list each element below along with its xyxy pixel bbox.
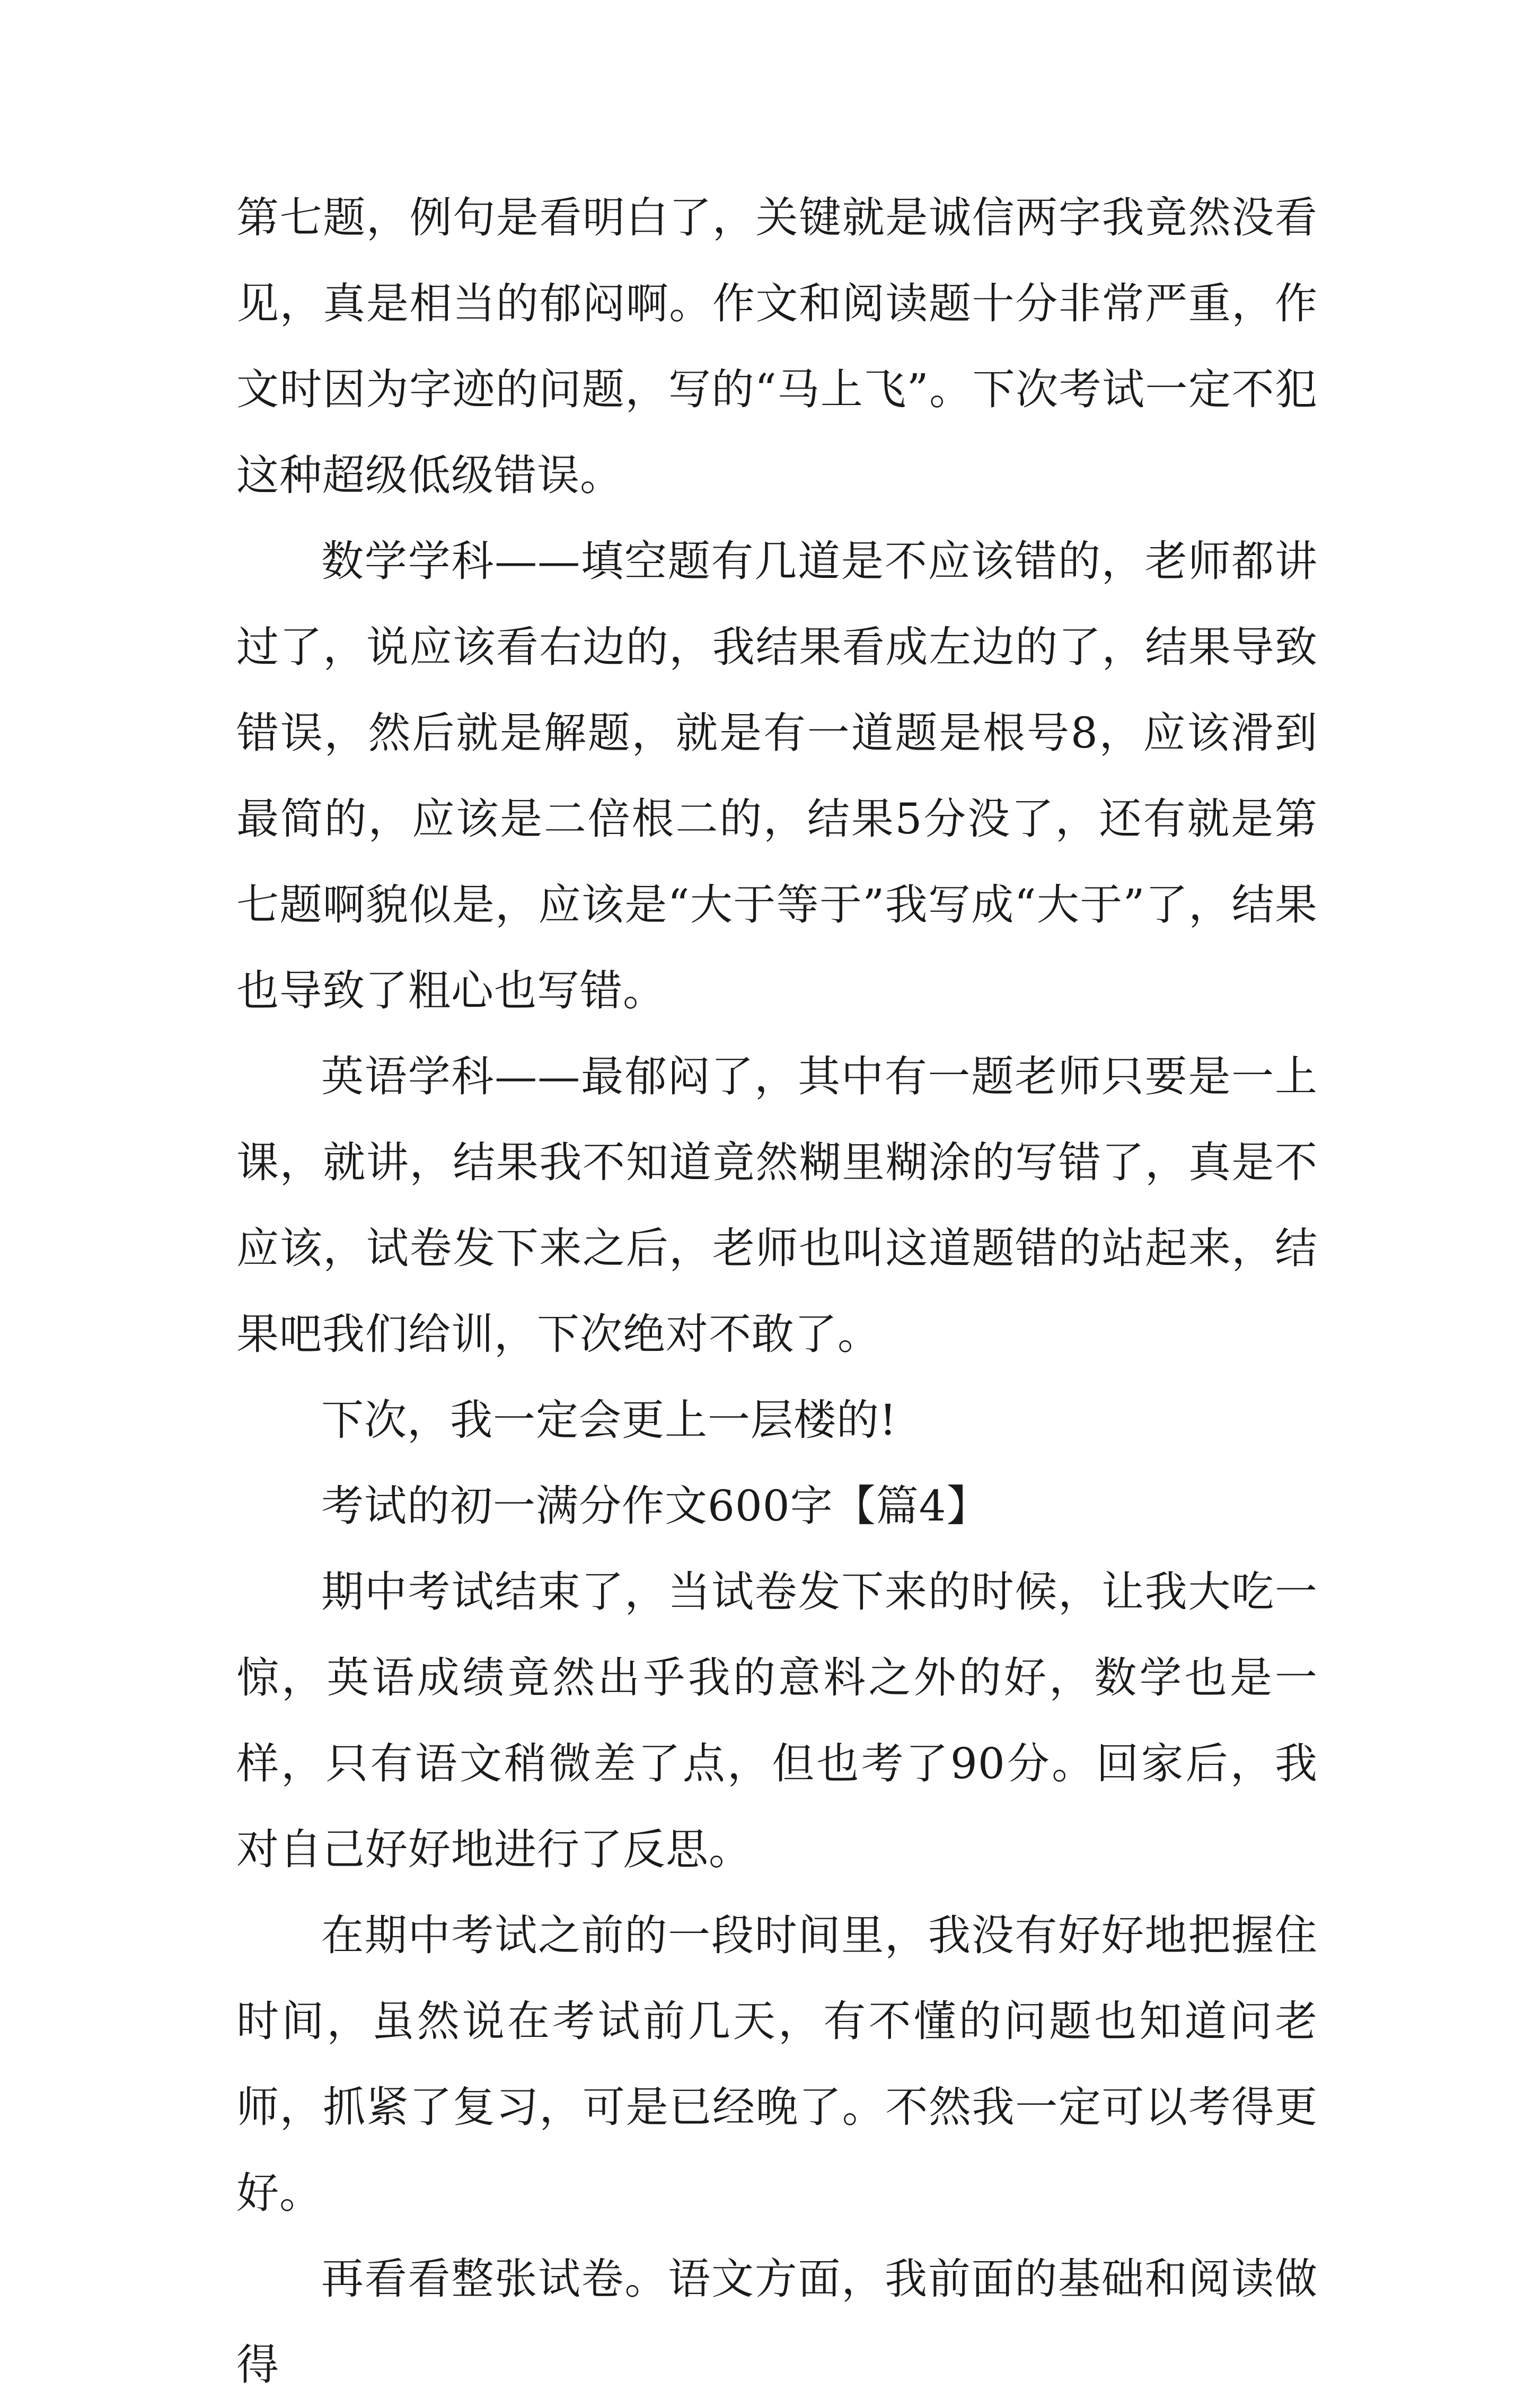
paragraph-review-exam: 再看看整张试卷。语文方面，我前面的基础和阅读做得 [236,2254,1318,2389]
paragraph-english-subject: 英语学科——最郁闷了，其中有一题老师只要是一上课，就讲，结果我不知道竟然糊里糊涂的写错了，真是不应该，试卷发下来之后，老师也叫这道题错的站起来，结果吧我们给训，下次绝对不敢了。 [236,1052,1318,1359]
paragraph-midterm-results: 期中考试结束了，当试卷发下来的时候，让我大吃一惊，英语成绩竟然出乎我的意料之外的好，数学也是一样，只有语文稍微差了点，但也考了90分。回家后，我对自己好好地进行了反思。 [236,1567,1318,1874]
paragraph-before-midterm: 在期中考试之前的一段时间里，我没有好好地把握住时间，虽然说在考试前几天，有不懂的问题也知道问老师，抓紧了复习，可是已经晚了。不然我一定可以考得更好。 [236,1911,1318,2218]
paragraph-continuation-question-seven: 第七题，例句是看明白了，关键就是诚信两字我竟然没看见，真是相当的郁闷啊。作文和阅读题十分非常严重，作文时因为字迹的问题，写的“马上飞”。下次考试一定不犯这种超级低级错误。 [236,193,1318,500]
document-body [236,175,1318,2408]
paragraph-next-time: 下次，我一定会更上一层楼的! [321,1395,897,1445]
paragraph-math-subject: 数学学科——填空题有几道是不应该错的，老师都讲过了，说应该看右边的，我结果看成左边的了，结果导致错误，然后就是解题，就是有一道题是根号8，应该滑到最简的，应该是二倍根二的，结果5分没了，还有就是第七题啊貌似是，应该是“大于等于”我写成“大于”了，结果也导致了粗心也写错。 [236,537,1318,1015]
section-heading-essay-4: 考试的初一满分作文600字【篇4】 [321,1481,990,1531]
